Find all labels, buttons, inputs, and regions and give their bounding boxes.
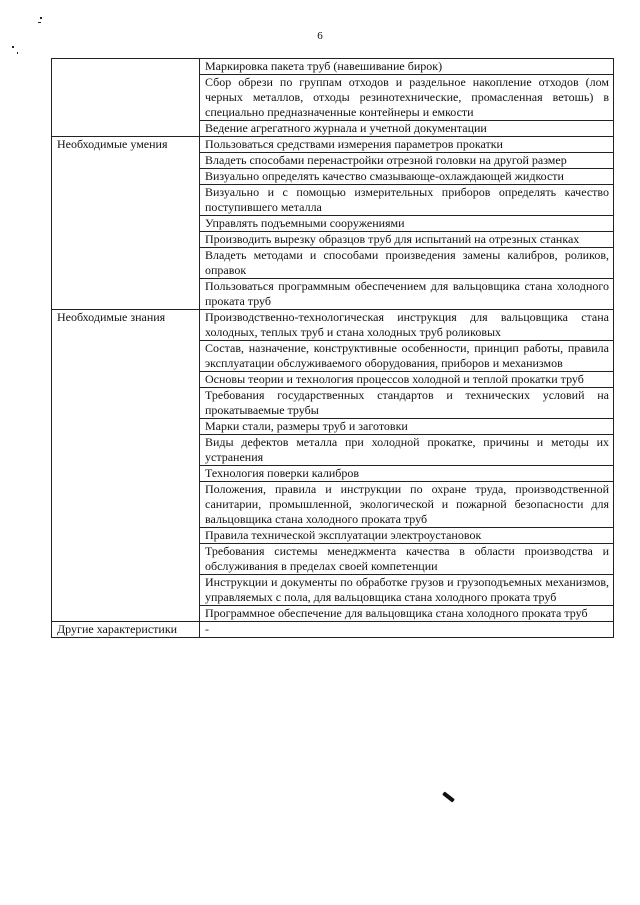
scan-speck bbox=[40, 17, 42, 19]
scan-speck bbox=[12, 46, 14, 48]
list-item: Маркировка пакета труб (навешивание бирок) bbox=[200, 59, 614, 75]
list-item: Программное обеспечение для вальцовщика стана холодного проката труб bbox=[200, 606, 614, 622]
list-item: Производить вырезку образцов труб для испытаний на отрезных станках bbox=[200, 232, 614, 248]
list-item: Марки стали, размеры труб и заготовки bbox=[200, 419, 614, 435]
list-item: Технология поверки калибров bbox=[200, 466, 614, 482]
list-item: Визуально определять качество смазывающе-охлаждающей жидкости bbox=[200, 169, 614, 185]
section-label-skills: Необходимые умения bbox=[52, 137, 200, 310]
section-label-knowledge: Необходимые знания bbox=[52, 310, 200, 622]
list-item: Пользоваться средствами измерения параметров прокатки bbox=[200, 137, 614, 153]
scan-speck bbox=[17, 52, 18, 54]
list-item: Пользоваться программным обеспечением для вальцовщика стана холодного проката труб bbox=[200, 279, 614, 310]
list-item: Сбор обрези по группам отходов и раздельное накопление отходов (лом черных металлов, отходы резинотехнические, промасленная ветошь) в специально предназначенные контейнеры и емкости bbox=[200, 75, 614, 121]
table-row bbox=[52, 310, 614, 341]
list-item: Производственно-технологическая инструкция для вальцовщика стана холодных, теплых труб и стана холодных труб роликовых bbox=[200, 310, 614, 341]
list-item: Управлять подъемными сооружениями bbox=[200, 216, 614, 232]
scan-mark bbox=[442, 791, 455, 802]
table-row bbox=[52, 137, 614, 153]
list-item: Владеть способами перенастройки отрезной головки на другой размер bbox=[200, 153, 614, 169]
list-item: Состав, назначение, конструктивные особенности, принцип работы, правила эксплуатации обслуживаемого оборудования, приборов и механизмов bbox=[200, 341, 614, 372]
list-item: Правила технической эксплуатации электроустановок bbox=[200, 528, 614, 544]
list-item: Владеть методами и способами произведения замены калибров, роликов, оправок bbox=[200, 248, 614, 279]
list-item: Инструкции и документы по обработке грузов и грузоподъемных механизмов, управляемых с пола, для вальцовщика стана холодного проката труб bbox=[200, 575, 614, 606]
requirements-table bbox=[51, 58, 614, 638]
list-item: Виды дефектов металла при холодной прокатке, причины и методы их устранения bbox=[200, 435, 614, 466]
section-label-other: Другие характеристики bbox=[52, 622, 200, 638]
list-item: - bbox=[200, 622, 614, 638]
list-item: Требования системы менеджмента качества в области производства и обслуживания в пределах своей компетенции bbox=[200, 544, 614, 575]
list-item: Ведение агрегатного журнала и учетной документации bbox=[200, 121, 614, 137]
list-item: Положения, правила и инструкции по охране труда, производственной санитарии, промышленной, экологической и пожарной безопасности для вальцовщика стана холодного проката труб bbox=[200, 482, 614, 528]
scan-speck bbox=[38, 22, 41, 23]
page-number: 6 bbox=[317, 30, 323, 42]
table-row bbox=[52, 59, 614, 75]
section-label bbox=[52, 59, 200, 137]
list-item: Визуально и с помощью измерительных приборов определять качество поступившего металла bbox=[200, 185, 614, 216]
list-item: Основы теории и технология процессов холодной и теплой прокатки труб bbox=[200, 372, 614, 388]
table-row bbox=[52, 622, 614, 638]
list-item: Требования государственных стандартов и технических условий на прокатываемые трубы bbox=[200, 388, 614, 419]
